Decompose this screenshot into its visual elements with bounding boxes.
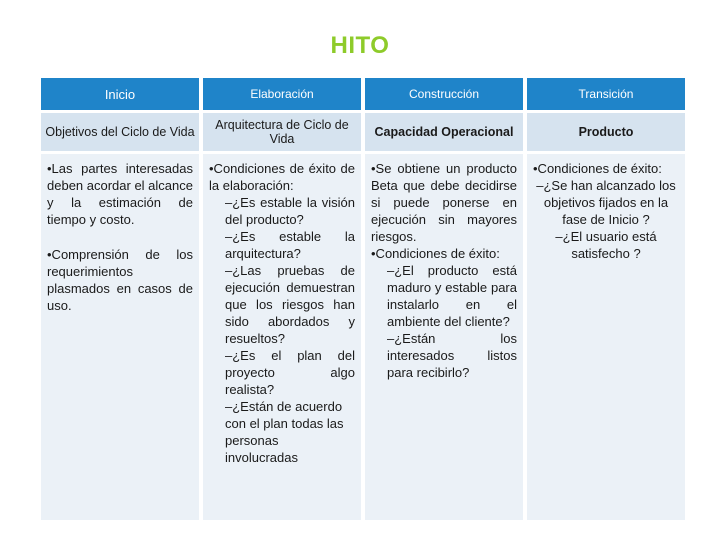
elaboracion-question-1: –¿Es estable la visión del producto? [225,195,355,227]
criteria-row [41,154,685,520]
transicion-intro: •Condiciones de éxito: [533,161,662,176]
phase-construccion: Construcción [365,78,523,113]
construccion-question-1: –¿El producto está maduro y estable para instalarlo en el ambiente del cliente? [387,263,517,329]
milestone-elaboracion: Arquitectura de Ciclo de Vida [203,113,361,154]
criteria-construccion [365,154,523,520]
elaboracion-question-4: –¿Es el plan del proyecto algo realista? [225,348,355,397]
construccion-question-2: –¿Están los interesados listos para recibirlo? [387,331,517,380]
construccion-intro: •Se obtiene un producto Beta que debe decidirse si puede ponerse en ejecución sin mayores riesgos. [371,161,517,244]
elaboracion-intro: •Condiciones de éxito de la elaboración: [209,161,355,193]
phase-elaboracion: Elaboración [203,78,361,113]
milestone-construccion: Capacidad Operacional [365,113,523,154]
inicio-bullet-1: •Las partes interesadas deben acordar el alcance y la estimación de tiempo y costo. [47,161,193,227]
criteria-inicio [41,154,199,520]
elaboracion-question-5: –¿Están de acuerdo con el plan todas las personas involucradas [225,399,344,465]
phase-header-row [41,78,685,113]
phase-transicion: Transición [527,78,685,113]
elaboracion-question-3: –¿Las pruebas de ejecución demuestran que los riesgos han sido abordados y resueltos? [225,263,355,346]
slide-title: HITO [330,32,390,59]
milestone-inicio: Objetivos del Ciclo de Vida [41,113,199,154]
inicio-bullet-2: •Comprensión de los requerimientos plasmados en casos de uso. [47,247,193,313]
elaboracion-question-2: –¿Es estable la arquitectura? [225,229,355,261]
milestone-transicion: Producto [527,113,685,154]
milestone-row [41,113,685,154]
criteria-transicion [527,154,685,520]
transicion-question-1: –¿Se han alcanzado los objetivos fijados en la fase de Inicio ? [536,178,676,227]
phase-inicio: Inicio [41,78,199,113]
milestone-table [37,78,689,520]
criteria-elaboracion [203,154,361,520]
construccion-conditions: •Condiciones de éxito: [371,246,500,261]
transicion-question-2: –¿El usuario está satisfecho ? [555,229,657,261]
